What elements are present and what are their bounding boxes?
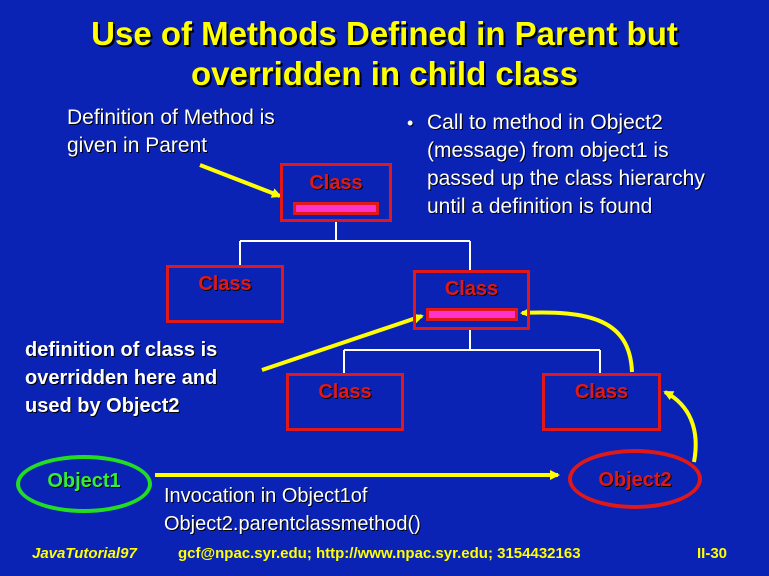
parent-definition-line-2: given in Parent [67,134,208,157]
bullet-symbol: • [407,113,414,133]
title-line-1: Use of Methods Defined in Parent but [91,15,678,52]
override-line-3: used by Object2 [25,395,180,417]
override-line-1: definition of class is [25,339,218,361]
footer-page-number: II-30 [697,545,728,562]
object1-label: Object1 [47,470,121,492]
class-box-bottom-right [542,373,661,431]
object1-ellipse [16,455,152,513]
object2-ellipse [568,449,702,509]
class-box-mid-left [166,265,284,323]
class-box-mid-right [413,270,530,330]
class-label-bottom-right: Class [574,381,629,403]
bullet-line-3: passed up the class hierarchy [427,167,705,190]
override-note [25,336,217,420]
method-bar-override [426,308,518,321]
class-label-top: Class [309,172,363,194]
parent-definition-line-1: Definition of Method is [67,106,275,129]
parent-definition-note [67,104,275,160]
method-bar-parent [293,202,379,215]
invocation-note [164,482,421,538]
invocation-line-2: Object2.parentclassmethod() [164,513,421,535]
class-label-mid-left: Class [198,273,252,295]
object2-to-class-arrow [665,392,696,462]
class-label-bottom-left: Class [318,381,372,403]
title-line-2: overridden in child class [191,55,578,92]
class-label-mid-right: Class [444,278,499,300]
invocation-line-1: Invocation in Object1of [164,485,368,507]
parent-definition-arrow [200,165,280,196]
class-to-parent-arrow [522,313,632,372]
footer-center: gcf@npac.syr.edu; http://www.npac.syr.edu; 3154432163 [178,545,581,562]
bullet-line-2: (message) from object1 is [427,139,669,162]
bullet-note [407,109,705,221]
object2-label: Object2 [598,469,672,491]
override-arrow [262,316,422,370]
class-box-top [280,163,392,222]
bullet-line-4: until a definition is found [427,195,653,218]
override-line-2: overridden here and [25,367,218,389]
bullet-line-1: Call to method in Object2 [427,111,663,134]
footer-left: JavaTutorial97 [32,545,137,562]
class-box-bottom-left [286,373,404,431]
